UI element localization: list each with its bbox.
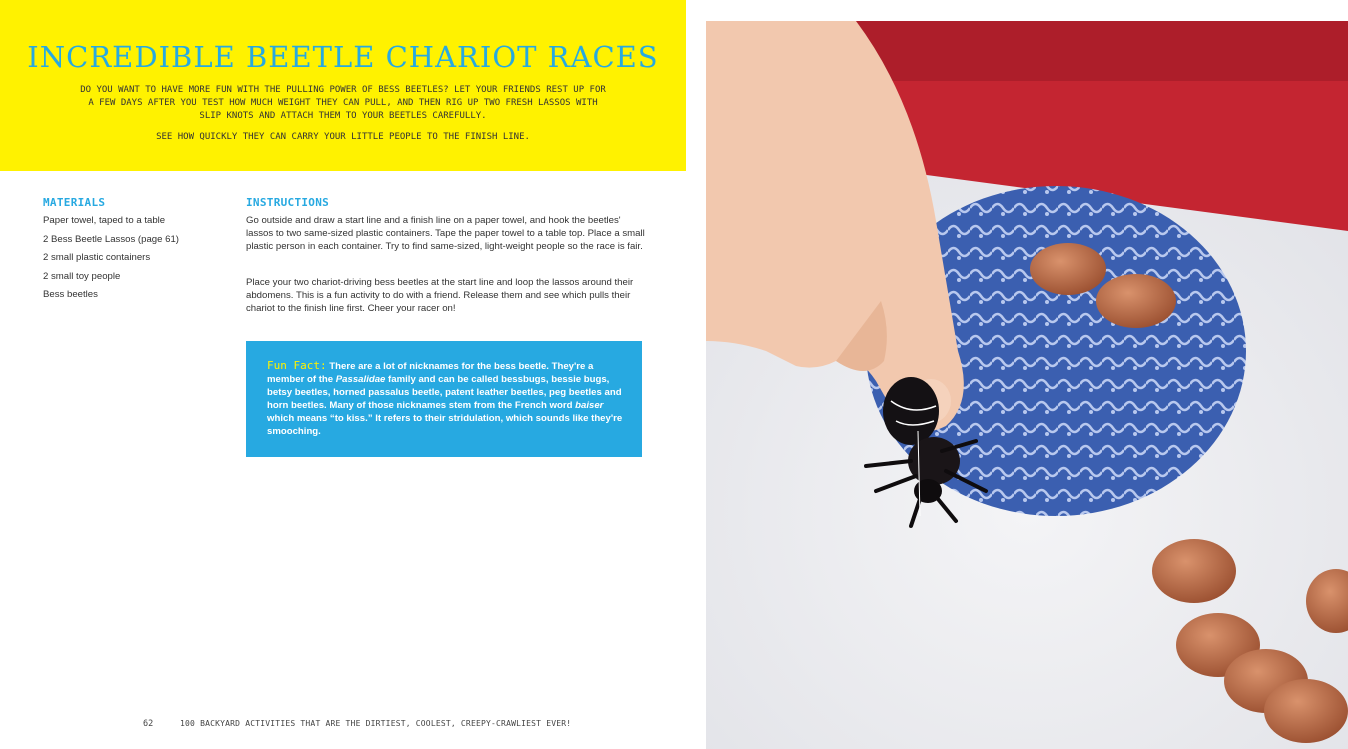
fun-fact-segment: There are a lot of nicknames for the bess beetle. They're a member of the [267,361,594,385]
running-footer: 100 BACKYARD ACTIVITIES THAT ARE THE DIRTIEST, COOLEST, CREEPY-CRAWLIEST EVER! [180,719,572,728]
photo-illustration [706,21,1348,749]
page-number: 62 [143,719,154,729]
list-item: 2 small toy people [43,270,121,282]
fun-fact-segment: which means “to kiss.” It refers to their stridulation, which sounds like they're smooching. [267,413,623,437]
instructions-paragraph: Place your two chariot-driving bess beetles at the start line and loop the lassos around their abdomens. This is a fun activity to do with a friend. Release them and see which pulls their chariot to the finish line first. Cheer your racer on! [246,277,634,314]
materials-list [43,214,223,307]
intro-tagline: SEE HOW QUICKLY THEY CAN CARRY YOUR LITTLE PEOPLE TO THE FINISH LINE. [156,132,530,142]
instructions-paragraph: Go outside and draw a start line and a finish line on a paper towel, and hook the beetles' lassos to two same-sized plastic containers. Tape the paper towel to a table top. Place a small plastic person in each container. Try to find same-sized, light-weight people so the race is fair. [246,215,645,252]
instructions-heading: INSTRUCTIONS [246,196,330,209]
fun-fact-box [246,341,642,457]
page-title: INCREDIBLE BEETLE CHARIOT RACES [27,40,659,74]
penny [1152,539,1236,603]
fun-fact-label: Fun Fact: [267,359,327,372]
list-item: 2 small plastic containers [43,252,151,263]
fun-fact-text [267,359,627,438]
fun-fact-segment: family and can be called bessbugs, bessie bugs, betsy beetles, horned passalus beetle, patent leather beetles, peg beetles and horn beetles. Many of those nicknames stem from the French word [267,374,622,411]
beetle-photo [706,21,1348,749]
penny [1030,243,1106,295]
list-item: Bess beetles [43,289,98,300]
list-item: 2 Bess Beetle Lassos (page 61) [43,233,179,245]
penny [1096,274,1176,328]
intro-paragraph: DO YOU WANT TO HAVE MORE FUN WITH THE PULLING POWER OF BESS BEETLES? LET YOUR FRIENDS REST UP FOR A FEW DAYS AFTER YOU TEST HOW MUCH WEIGHT THEY CAN PULL, AND THEN RIG UP TWO FRESH LASSOS WITH SLIP KNOTS AND ATTACH THEM TO YOUR BEETLES CAREFULLY. [80,85,606,121]
title-banner [0,0,686,171]
materials-heading: MATERIALS [43,196,106,209]
fun-fact-italic: Passalidae [335,374,386,385]
fun-fact-italic: baiser [575,400,604,411]
list-item: Paper towel, taped to a table [43,215,166,226]
penny [1264,679,1348,743]
